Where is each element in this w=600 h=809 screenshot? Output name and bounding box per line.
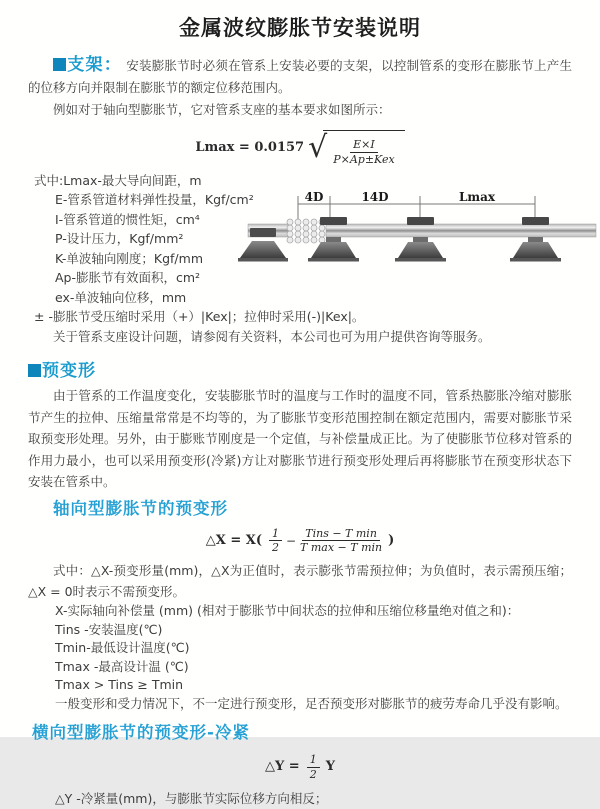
temperature-fraction-numerator: Tins − T min (302, 527, 380, 542)
bellows (287, 219, 325, 243)
variable-line: I-管系管道的惯性矩，cm⁴ (55, 211, 200, 227)
variable-line: E-管系管道材料弹性投量，Kgf/cm² (55, 192, 254, 207)
lmax-fraction-numerator: E×I (350, 138, 378, 153)
one-half-denominator: 2 (271, 541, 279, 555)
lateral-one-half-fraction (307, 753, 320, 782)
lateral-formula (28, 753, 572, 782)
predeform-heading-label: 预变形 (42, 361, 96, 381)
lmax-formula (28, 130, 572, 167)
lateral-one-half-denominator: 2 (309, 767, 317, 781)
dimension-label-4d: 4D (304, 190, 324, 204)
temperature-fraction-denominator: T max − T min (300, 541, 383, 555)
dimension-label-lmax: Lmax (458, 190, 496, 204)
axial-definition-line: X-实际轴向补偿量 (mm) (相对于膨胀节中间状态的拉伸和压缩位移量绝对值之和)： (55, 603, 520, 618)
dimension-label-14d: 14D (361, 190, 389, 204)
axial-subsection-heading: 轴向型膨胀节的预变形 (53, 498, 228, 518)
one-half-fraction (269, 527, 282, 556)
support-paragraph-1 (28, 54, 572, 99)
radical-sign: √ (308, 130, 328, 166)
axial-definition-line: Tins -安装温度(℃) (55, 621, 163, 637)
one-half-numerator: 1 (269, 527, 282, 542)
lateral-one-half-numerator: 1 (307, 753, 320, 768)
support-paragraph-2: 例如对于轴向型膨胀节，它对管系支座的基本要求如图所示： (53, 102, 391, 117)
variable-line: Ap-膨胀节有效面积，cm² (55, 270, 201, 285)
axial-definitions (28, 602, 572, 713)
axial-formula-rhs: ) (388, 532, 395, 548)
support-paragraph-1-text: 安装膨胀节时必须在管系上安装必要的支架，以控制管系的变形在膨胀节上产生的位移方向并限制在膨胀节的额定位移范围内。 (28, 58, 572, 95)
axial-definition-line: Tmax > Tins ≥ Tmin (55, 677, 184, 692)
plus-minus-note: ± -膨胀节受压缩时采用（+）|Kex|；拉伸时采用(-)|Kex|。 (34, 309, 365, 324)
lateral-subsection-heading: 横向型膨胀节的预变形-冷紧 (32, 723, 250, 742)
lmax-fraction (333, 138, 394, 167)
axial-definition-line: Tmin-最低设计温度(℃) (55, 640, 190, 655)
radicand (323, 130, 404, 167)
support-heading-label: 支架： (67, 55, 122, 75)
predeform-section-heading (28, 360, 572, 382)
pipe-support (510, 217, 561, 262)
axial-formula (28, 527, 572, 556)
variable-line: ex-单波轴向位移，mm (55, 289, 187, 305)
axial-explain-paragraph: 式中：△X-预变形量(mm)，△X为正值时，表示膨张节需预拉伸；为负值时，表示需预压缩；△X = 0时表示不需预变形。 (28, 563, 572, 599)
lmax-formula-lhs: Lmax = 0.0157 (195, 140, 305, 156)
support-section-heading (53, 55, 122, 75)
page-title: 金属波纹膨胀节安装说明 (179, 16, 421, 40)
axial-formula-lhs: △X = X( (205, 532, 262, 548)
lmax-fraction-denominator: P×Ap±Kex (333, 152, 395, 166)
axial-definition-line: Tmax -最高设计温 (℃) (55, 658, 189, 674)
minus-operator: − (285, 533, 297, 548)
pipe-support-diagram (248, 190, 596, 292)
axial-definition-line: 一般变形和受力情况下，不一定进行预变形，足否预变形对膨胀节的疲劳寿命几乎没有影响。 (55, 695, 568, 711)
document-content (0, 54, 600, 809)
section-marker-icon (53, 58, 66, 71)
lateral-explain-line: △Y -冷紧量(mm)，与膨胀节实际位移方向相反； (55, 790, 328, 806)
section-marker-icon (28, 364, 41, 377)
service-note: 关于管系支座设计问题，请参阅有关资料，本公司也可为用户提供咨询等服务。 (53, 329, 491, 344)
variable-line: 式中:Lmax-最大导向间距，m (34, 172, 202, 188)
lateral-formula-rhs: Y (325, 759, 335, 775)
temperature-fraction (300, 527, 382, 556)
lateral-formula-lhs: △Y = (265, 759, 300, 775)
predeform-paragraph: 由于管系的工作温度变化，安装膨胀节时的温度与工作时的温度不同，管系热膨胀冷缩对膨胀节产生的拉伸、压缩量常常是不均等的，为了膨胀节变形范围控制在额定范围内，需要对膨胀节采取预变形处理。另外，由于膨账节刚度是一个定值，与补偿量成正比。为了使膨胀节位移对管系的作用力最小，也可以采用预变形(冷紧)方让对膨胀节进行预变形处理后再将膨胀节在预变形状态下安装在管系中。 (28, 388, 572, 489)
pipe (326, 224, 596, 237)
variable-line: P-设计压力，Kgf/mm² (55, 231, 184, 246)
variable-line: K-单波轴向刚度；Kgf/mm (55, 250, 203, 266)
pipe-support (395, 217, 446, 262)
